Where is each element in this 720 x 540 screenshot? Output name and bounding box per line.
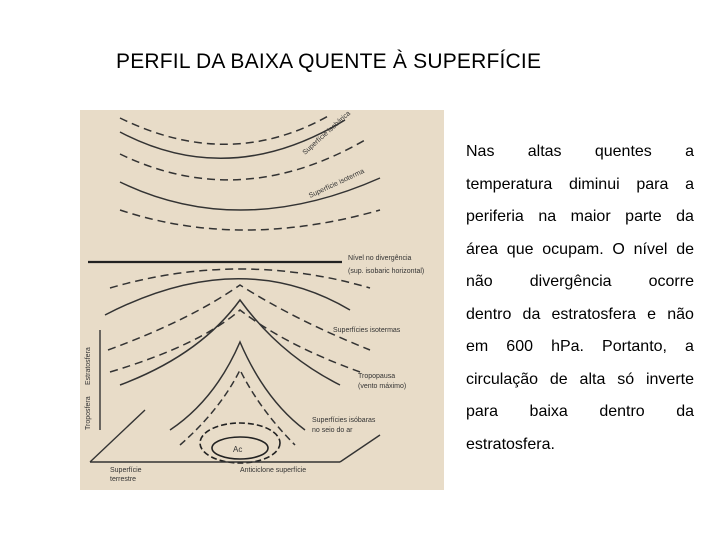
paragraph-line — [466, 429, 694, 462]
paragraph-word: quentes — [594, 143, 652, 160]
lower-isobaric-surface-solid-2 — [120, 300, 340, 385]
ground-right-edge — [340, 435, 380, 462]
label-ac: Ac — [233, 445, 243, 454]
label-sup-horizontal: (sup. isobaric horizontal) — [348, 268, 425, 275]
paragraph-word: altas — [527, 143, 562, 160]
label-no-seio-do-ar: no seio do ar — [312, 427, 353, 434]
paragraph-word: e — [647, 305, 657, 323]
upper-isobaric-surface-dashed-1 — [120, 115, 330, 144]
paragraph-word: circulação — [466, 370, 539, 388]
paragraph-word: a — [685, 143, 694, 160]
paragraph-word: estratosfera. — [466, 435, 555, 453]
paragraph-word: ocorre — [648, 273, 694, 290]
paragraph-word: da — [676, 208, 694, 225]
paragraph-word: área — [466, 240, 499, 258]
paragraph-word: temperatura — [466, 175, 553, 193]
paragraph-word: dentro — [466, 305, 512, 323]
paragraph-word: Nas — [466, 143, 495, 160]
paragraph-word: Portanto, — [602, 338, 667, 355]
paragraph-word: da — [676, 403, 694, 420]
paragraph-word: a — [685, 175, 694, 193]
paragraph-word: maior — [570, 208, 611, 225]
paragraph-line — [466, 234, 694, 267]
upper-isobaric-surface-dashed-3 — [120, 210, 380, 230]
paragraph-word: em — [466, 338, 489, 355]
paragraph-word: dentro — [599, 403, 645, 420]
paragraph-word: para — [636, 175, 669, 193]
paragraph-word: periferia — [466, 208, 524, 225]
paragraph-line — [466, 136, 694, 169]
isotherm-surface-dashed — [108, 285, 370, 350]
label-tropopausa: Tropopausa — [358, 373, 396, 380]
paragraph-line — [466, 266, 694, 299]
paragraph-word: para — [466, 403, 499, 420]
paragraph-word: não — [667, 305, 694, 323]
paragraph-word: alta — [579, 370, 606, 388]
upper-isobaric-surface-solid-1 — [120, 120, 345, 158]
paragraph-word: ocupam. — [542, 240, 604, 258]
paragraph-word: nível — [633, 240, 668, 258]
paragraph-word: não — [466, 273, 493, 290]
upper-isobaric-surface-dashed-2 — [120, 140, 365, 180]
paragraph-word: na — [538, 208, 557, 225]
paragraph-word: só — [617, 370, 635, 388]
paragraph-word: estratosfera — [551, 305, 636, 323]
paragraph-word: da — [522, 305, 541, 323]
label-vento-maximo: (vento máximo) — [358, 383, 407, 390]
label-superficies-isobaras: Superfícies isóbaras — [312, 417, 376, 424]
label-estratosfera: Estratosfera — [85, 347, 92, 385]
paragraph-word: 600 — [506, 338, 533, 355]
anticyclone-ellipse-outer — [200, 423, 280, 463]
paragraph-word: de — [676, 240, 694, 258]
paragraph-line — [466, 169, 694, 202]
paragraph-word: hPa. — [551, 338, 584, 355]
lower-isobaric-surface-solid-3 — [170, 342, 305, 430]
slide-title: PERFIL DA BAIXA QUENTE À SUPERFÍCIE — [116, 50, 542, 73]
tropopause-dashed — [110, 310, 360, 372]
label-superficie-isobarica: Superfície isobárica — [301, 110, 353, 157]
paragraph-word: a — [685, 338, 694, 355]
label-superficie: Superfície — [110, 467, 142, 474]
paragraph-word: O — [612, 240, 625, 258]
paragraph-word: parte — [625, 208, 662, 225]
label-superficies-isotermas: Superfícies isotermas — [333, 327, 401, 334]
paragraph-word: inverte — [645, 370, 694, 388]
lower-isobaric-surface-solid-1 — [105, 279, 350, 315]
paragraph-word: baixa — [529, 403, 568, 420]
explanation-paragraph — [466, 136, 694, 461]
label-superficie-isoterma: Superfície isoterma — [307, 167, 366, 200]
label-nivel-no-divergencia: Nível no divergência — [348, 255, 412, 262]
warm-low-profile-diagram — [80, 110, 444, 490]
paragraph-line — [466, 364, 694, 397]
label-terrestre: terrestre — [110, 476, 137, 483]
paragraph-word: divergência — [529, 273, 612, 290]
paragraph-line — [466, 396, 694, 429]
paragraph-line — [466, 331, 694, 364]
paragraph-line — [466, 201, 694, 234]
paragraph-word: que — [506, 240, 534, 258]
label-troposfera: Troposfera — [85, 396, 92, 430]
label-anticiclone: Anticiclone superfície — [240, 467, 307, 474]
paragraph-word: de — [549, 370, 568, 388]
paragraph-word: diminui — [568, 175, 620, 193]
paragraph-line — [466, 299, 694, 332]
ground-left-edge — [90, 410, 145, 462]
